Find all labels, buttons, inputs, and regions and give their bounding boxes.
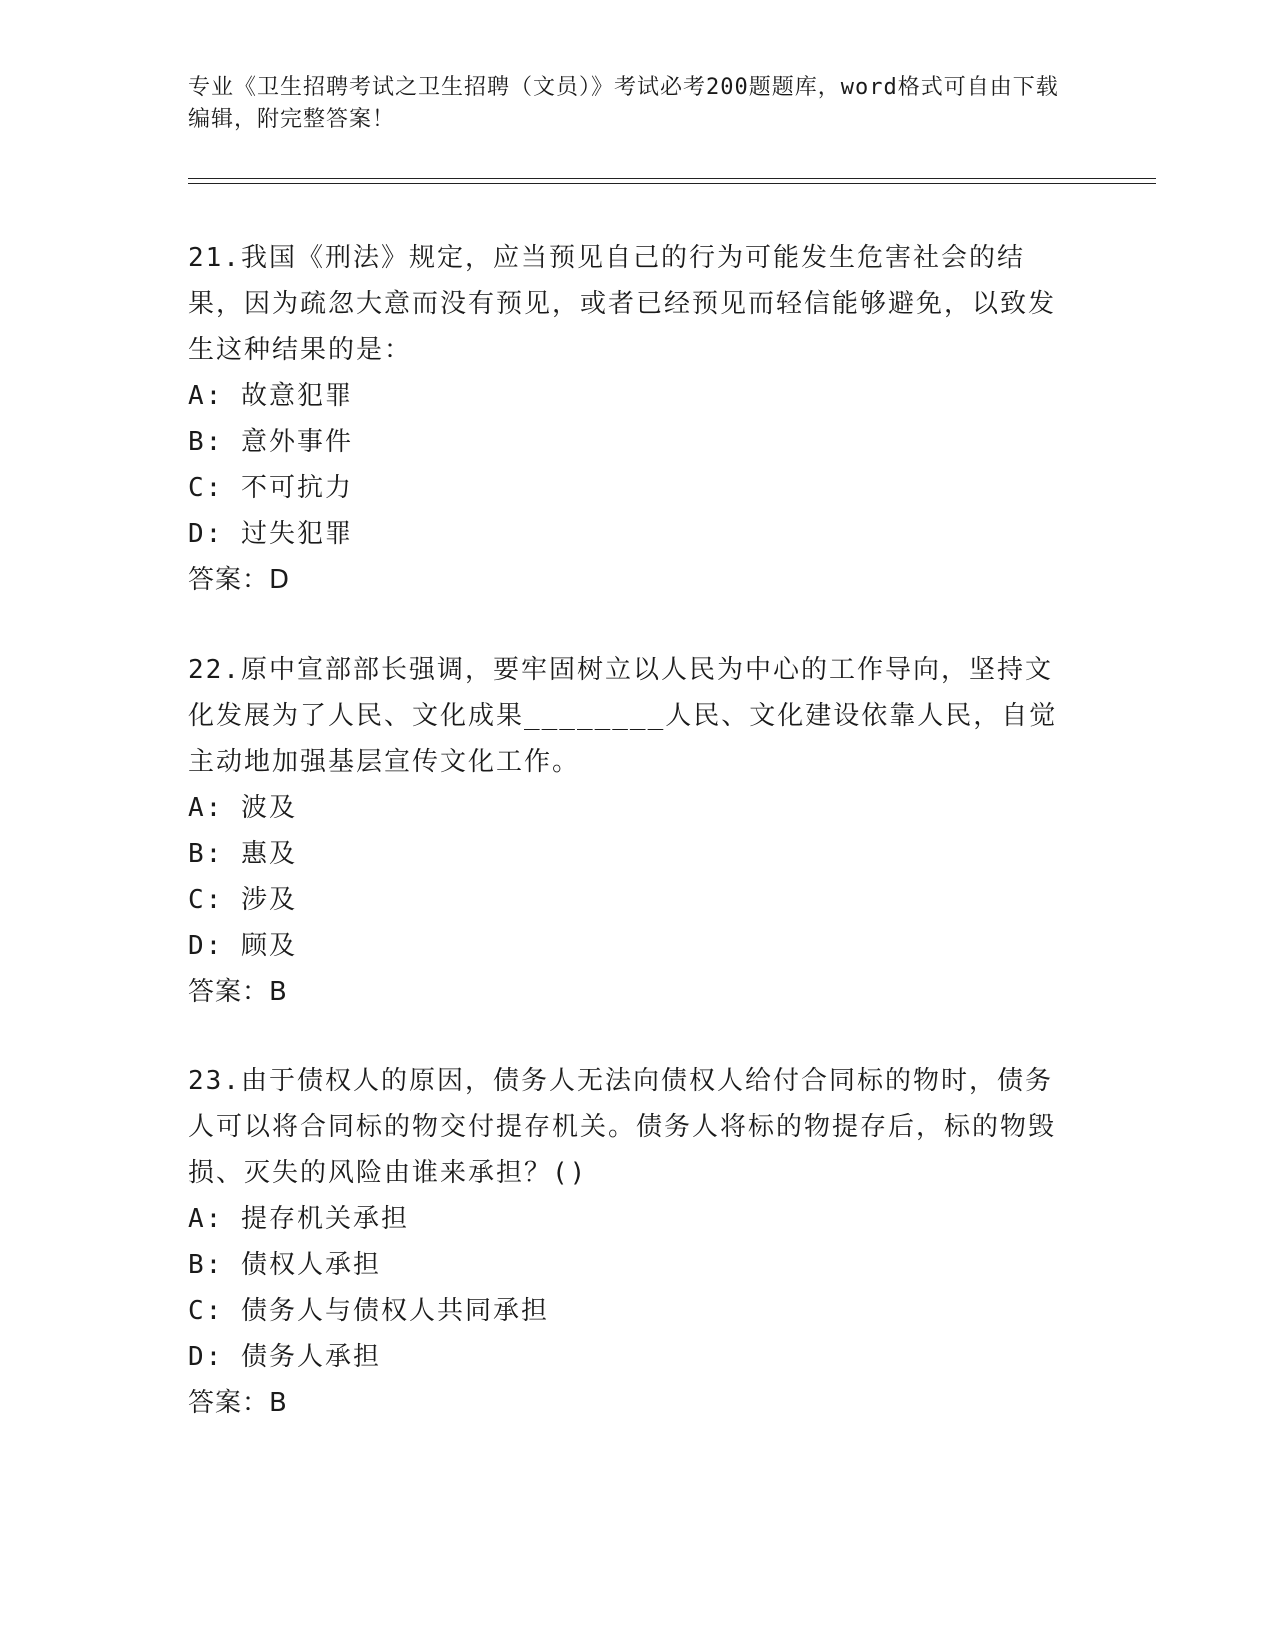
answer-label: 答案：B: [188, 977, 288, 1007]
option-d: D: 过失犯罪: [188, 519, 353, 549]
document-header: 专业《卫生招聘考试之卫生招聘（文员）》考试必考200题题库，word格式可自由下载编辑，附完整答案！: [188, 75, 1059, 132]
option-d: D: 债务人承担: [188, 1342, 381, 1372]
option-c: C: 不可抗力: [188, 473, 353, 503]
question-block: [188, 1058, 1068, 1426]
option-d: D: 顾及: [188, 931, 297, 961]
answer-label: 答案：D: [188, 565, 291, 595]
question-block: [188, 647, 1068, 1015]
option-a: A: 提存机关承担: [188, 1204, 409, 1234]
question-text: 21.我国《刑法》规定，应当预见自己的行为可能发生危害社会的结果，因为疏忽大意而没有预见，或者已经预见而轻信能够避免，以致发生这种结果的是：: [188, 243, 1057, 365]
header-divider-secondary: [188, 183, 1156, 184]
option-a: A: 波及: [188, 793, 297, 823]
option-c: C: 债务人与债权人共同承担: [188, 1296, 549, 1326]
option-b: B: 惠及: [188, 839, 297, 869]
option-b: B: 债权人承担: [188, 1250, 381, 1280]
option-c: C: 涉及: [188, 885, 297, 915]
question-text: 22.原中宣部部长强调，要牢固树立以人民为中心的工作导向，坚持文化发展为了人民、文化成果________人民、文化建设依靠人民，自觉主动地加强基层宣传文化工作。: [188, 655, 1058, 777]
option-a: A: 故意犯罪: [188, 381, 353, 411]
question-text: 23.由于债权人的原因，债务人无法向债权人给付合同标的物时，债务人可以将合同标的物交付提存机关。债务人将标的物提存后，标的物毁损、灭失的风险由谁来承担？(): [188, 1066, 1057, 1188]
answer-label: 答案：B: [188, 1388, 288, 1418]
question-block: [188, 235, 1068, 603]
header-divider: [188, 178, 1156, 179]
option-b: B: 意外事件: [188, 427, 353, 457]
